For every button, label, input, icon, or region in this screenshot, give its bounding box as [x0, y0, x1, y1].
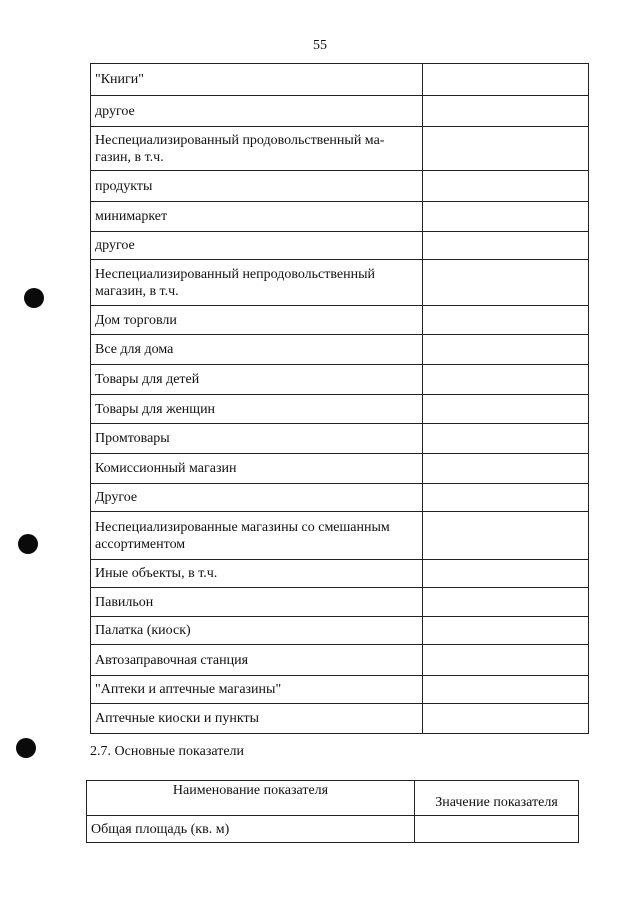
row-label: Товары для детей	[91, 365, 423, 395]
row-label: Общая площадь (кв. м)	[87, 816, 415, 843]
row-value	[423, 484, 589, 512]
row-value	[415, 816, 579, 843]
section-heading: 2.7. Основные показатели	[90, 744, 245, 759]
table-row	[91, 202, 589, 232]
row-label: "Аптеки и аптечные магазины"	[91, 676, 423, 704]
row-label: Комиссионный магазин	[91, 454, 423, 484]
row-value	[423, 424, 589, 454]
row-label: минимаркет	[91, 202, 423, 232]
row-value	[423, 560, 589, 588]
punch-hole-top	[24, 288, 44, 308]
row-value	[423, 306, 589, 335]
column-header-name: Наименование показателя	[87, 781, 415, 816]
punch-hole-middle	[18, 534, 38, 554]
table-row	[91, 64, 589, 96]
row-label: Иные объекты, в т.ч.	[91, 560, 423, 588]
row-value	[423, 202, 589, 232]
row-label	[91, 127, 423, 171]
row-label: продукты	[91, 171, 423, 202]
table-row	[91, 365, 589, 395]
table-row	[91, 617, 589, 645]
row-value	[423, 645, 589, 676]
indicators-table	[86, 780, 579, 843]
row-value	[423, 127, 589, 171]
row-label-line: Неспециализированный непродовольственный магазин, в т.ч.	[95, 266, 376, 299]
table-row	[91, 454, 589, 484]
row-value	[423, 335, 589, 365]
row-label: Все для дома	[91, 335, 423, 365]
row-value	[423, 64, 589, 96]
table-row	[91, 171, 589, 202]
table-row	[91, 260, 589, 306]
table-row	[91, 232, 589, 260]
row-value	[423, 512, 589, 560]
row-value	[423, 617, 589, 645]
table-row	[91, 306, 589, 335]
column-header-value: Значение показателя	[415, 781, 579, 816]
table-row	[91, 560, 589, 588]
row-value	[423, 676, 589, 704]
row-label-line: Неспециализированные магазины со смешанным ассортиментом	[95, 519, 390, 552]
table-header-row	[87, 781, 579, 816]
row-value	[423, 704, 589, 734]
page-number: 55	[313, 38, 327, 53]
row-value	[423, 454, 589, 484]
table-row	[91, 96, 589, 127]
table-row	[91, 127, 589, 171]
row-label: "Книги"	[91, 64, 423, 96]
table-row	[91, 335, 589, 365]
table-row	[91, 588, 589, 617]
table-row	[91, 645, 589, 676]
table-row	[91, 484, 589, 512]
row-value	[423, 588, 589, 617]
row-value	[423, 395, 589, 424]
row-label: Дом торговли	[91, 306, 423, 335]
row-value	[423, 260, 589, 306]
row-label: Палатка (киоск)	[91, 617, 423, 645]
row-value	[423, 365, 589, 395]
row-value	[423, 96, 589, 127]
row-label-line: Неспециализированный продовольственный ма- газин, в т.ч.	[95, 132, 385, 165]
table-row	[91, 395, 589, 424]
row-label	[91, 260, 423, 306]
row-label: Другое	[91, 484, 423, 512]
row-value	[423, 232, 589, 260]
row-label: Промтовары	[91, 424, 423, 454]
row-label: другое	[91, 96, 423, 127]
store-types-table	[90, 63, 589, 734]
row-label: другое	[91, 232, 423, 260]
table-row	[91, 676, 589, 704]
row-label: Аптечные киоски и пункты	[91, 704, 423, 734]
row-label	[91, 512, 423, 560]
row-label: Павильон	[91, 588, 423, 617]
row-label: Автозаправочная станция	[91, 645, 423, 676]
row-value	[423, 171, 589, 202]
row-label: Товары для женщин	[91, 395, 423, 424]
table-row	[87, 816, 579, 843]
table-row	[91, 512, 589, 560]
table-row	[91, 424, 589, 454]
punch-hole-bottom	[16, 738, 36, 758]
table-row	[91, 704, 589, 734]
